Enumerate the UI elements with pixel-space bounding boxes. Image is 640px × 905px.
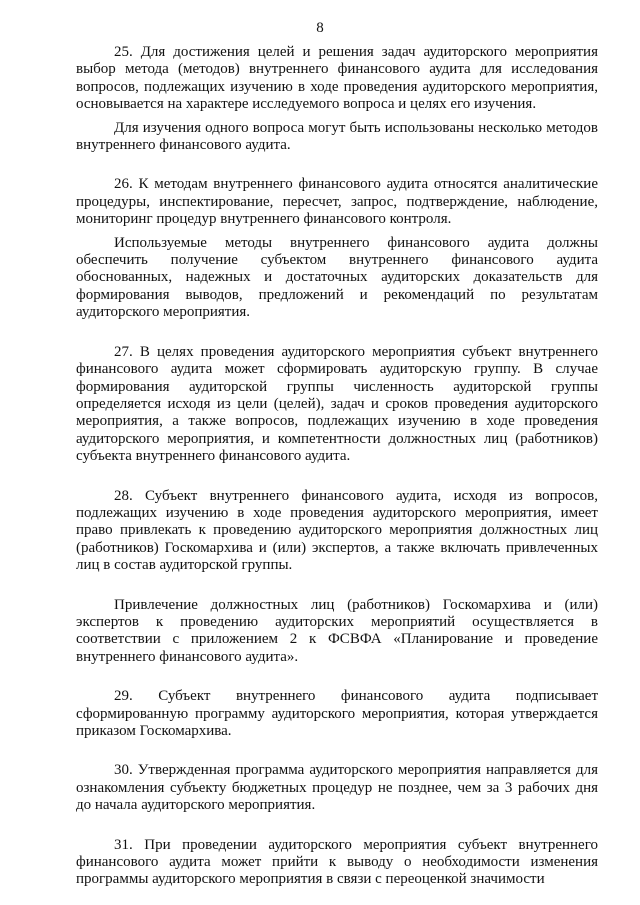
paragraph-28: 28. Субъект внутреннего финансового аудита, исходя из вопросов, подлежащих изучению в ходе проведения аудиторского мероприятия, имеет право привлекать к проведению аудиторского мероприятия должностных лиц (работников) Госкомархива и (или) экспертов, а также включать привлеченных лиц в состав аудиторской группы. bbox=[76, 487, 598, 574]
paragraph-26-continuation: Используемые методы внутреннего финансового аудита должны обеспечить получение субъектом внутреннего финансового аудита обоснованных, надежных и достаточных аудиторских доказательств для формирования выводов, предложений и рекомендаций по результатам аудиторского мероприятия. bbox=[76, 234, 598, 321]
paragraph-26: 26. К методам внутреннего финансового аудита относятся аналитические процедуры, инспектирование, пересчет, запрос, подтверждение, наблюдение, мониторинг процедур внутреннего финансового контроля. bbox=[76, 176, 598, 228]
paragraph-29: 29. Субъект внутреннего финансового аудита подписывает сформированную программу аудиторского мероприятия, которая утверждается приказом Госкомархива. bbox=[76, 688, 598, 739]
document-body bbox=[76, 44, 598, 889]
paragraph-28-continuation: Привлечение должностных лиц (работников) Госкомархива и (или) экспертов к проведению аудиторских мероприятий осуществляется в соответствии с приложением 2 к ФСВФА «Планирование и проведение внутреннего финансового аудита». bbox=[76, 596, 598, 665]
page-number: 8 bbox=[316, 20, 324, 36]
paragraph-30: 30. Утвержденная программа аудиторского мероприятия направляется для ознакомления субъекту бюджетных процедур не позднее, чем за 3 рабочих дня до начала аудиторского мероприятия. bbox=[76, 762, 598, 814]
paragraph-25: 25. Для достижения целей и решения задач аудиторского мероприятия выбор метода (методов) внутреннего финансового аудита для исследования вопросов, подлежащих изучению в ходе проведения аудиторского мероприятия, основывается на характере исследуемого вопроса и целях его изучения. bbox=[76, 44, 598, 113]
paragraph-31: 31. При проведении аудиторского мероприятия субъект внутреннего финансового аудита может прийти к выводу о необходимости изменения программы аудиторского мероприятия в связи с переоценкой значимости bbox=[76, 836, 598, 888]
paragraph-25-continuation: Для изучения одного вопроса могут быть использованы несколько методов внутреннего финансового аудита. bbox=[76, 119, 598, 154]
paragraph-27: 27. В целях проведения аудиторского мероприятия субъект внутреннего финансового аудита может сформировать аудиторскую группу. В случае формирования аудиторской группы численность аудиторской группы определяется исходя из цели (целей), задач и сроков проведения аудиторского мероприятия, а также вопросов, подлежащих изучению в ходе проведения аудиторского мероприятия, и компетентности должностных лиц (работников) субъекта внутреннего финансового аудита. bbox=[76, 343, 598, 465]
